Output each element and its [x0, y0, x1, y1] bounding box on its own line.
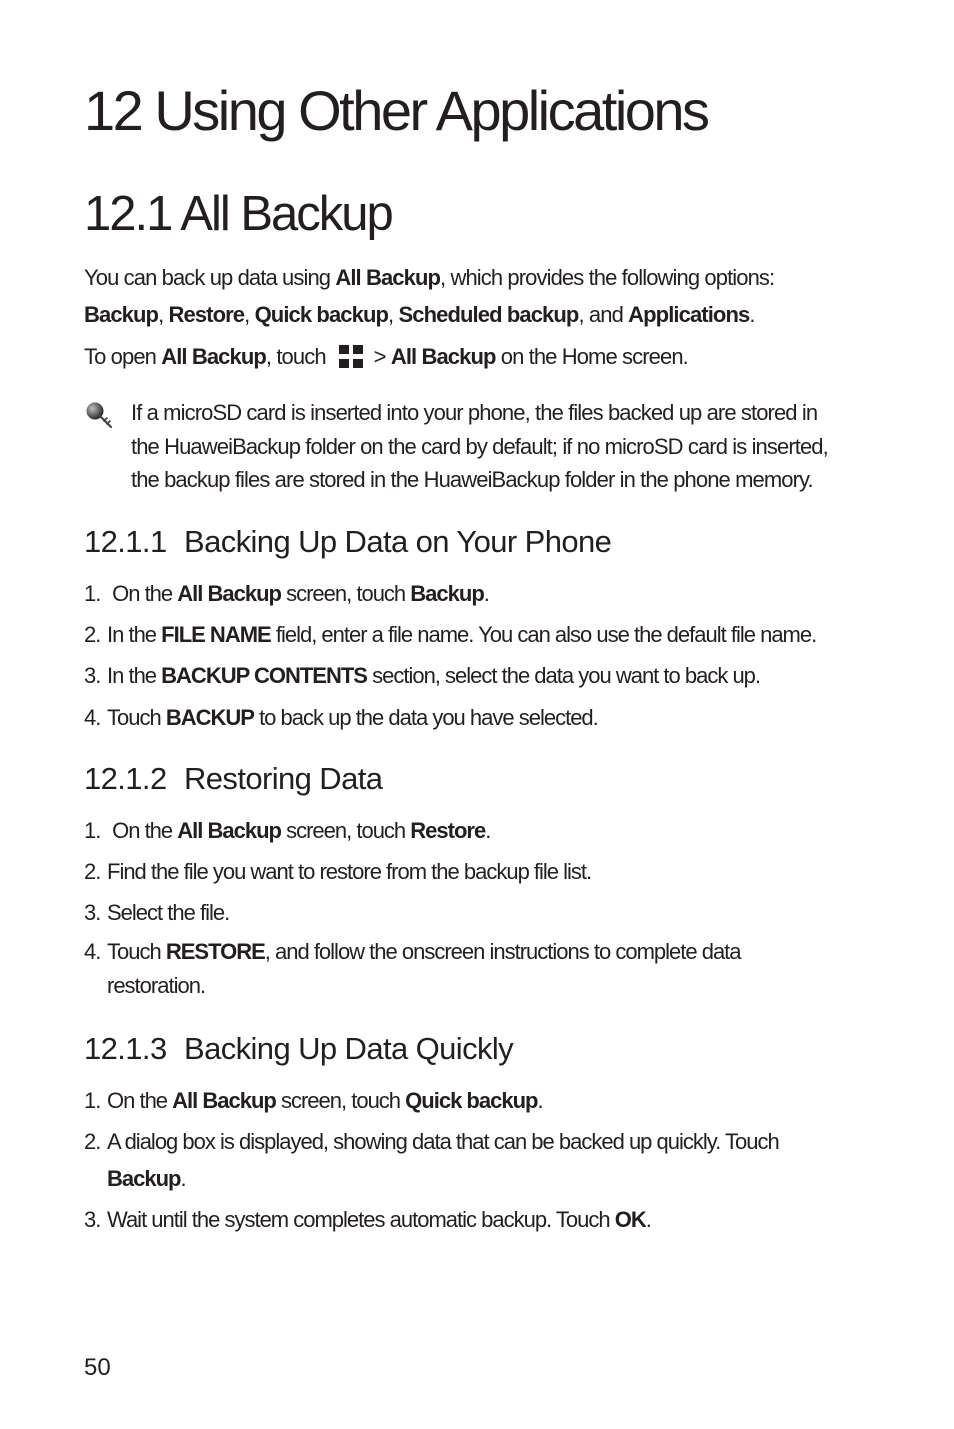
intro-line-2: Backup, Restore, Quick backup, Scheduled backup, and Applications. [84, 302, 755, 327]
note-text: If a microSD card is inserted into your phone, the files backed up are stored in the HuaweiBackup folder on the card by default; if no microSD card is inserted, the backup files are stored in the HuaweiBackup folder in the phone memory. [131, 400, 828, 492]
option-backup: Backup [84, 302, 159, 327]
step-backup-2: 2. In the FILE NAME field, enter a file name. You can also use the default file name. [84, 622, 817, 647]
apps-grid-icon [338, 344, 364, 370]
section-title: 12.1 All Backup [84, 187, 392, 241]
subsection-title-quick-backup: 12.1.3 Backing Up Data Quickly [84, 1031, 514, 1066]
subsection-title-restoring: 12.1.2 Restoring Data [84, 761, 383, 796]
option-applications: Applications [628, 302, 750, 327]
all-backup-term: All Backup [335, 265, 441, 290]
step-quick-1: 1. On the All Backup screen, touch Quick backup. [84, 1088, 543, 1113]
step-quick-3: 3. Wait until the system completes automatic backup. Touch OK. [84, 1207, 651, 1232]
page-number: 50 [84, 1354, 111, 1381]
subsection-title-backing-up: 12.1.1 Backing Up Data on Your Phone [84, 524, 612, 559]
step-restore-1: 1. On the All Backup screen, touch Restore. [84, 818, 491, 843]
step-restore-3: 3. Select the file. [84, 900, 230, 925]
note-tip-icon [84, 400, 118, 430]
step-restore-2: 2. Find the file you want to restore from the backup file list. [84, 859, 592, 884]
step-quick-2: 2. A dialog box is displayed, showing data that can be backed up quickly. Touch Backup. [84, 1129, 779, 1191]
step-backup-3: 3. In the BACKUP CONTENTS section, select the data you want to back up. [84, 663, 761, 688]
intro-line-1: You can back up data using All Backup, which provides the following options: [84, 265, 775, 290]
step-backup-1: 1. On the All Backup screen, touch Backup. [84, 581, 489, 606]
open-instructions: To open All Backup, touch > All Backup on the Home screen. [84, 344, 688, 369]
option-restore: Restore [168, 302, 245, 327]
option-quick-backup: Quick backup [254, 302, 389, 327]
step-backup-4: 4. Touch BACKUP to back up the data you have selected. [84, 705, 598, 730]
step-restore-4: 4. Touch RESTORE, and follow the onscreen instructions to complete data restoration. [84, 939, 741, 998]
chapter-title: 12 Using Other Applications [84, 79, 708, 142]
option-scheduled-backup: Scheduled backup [398, 302, 579, 327]
